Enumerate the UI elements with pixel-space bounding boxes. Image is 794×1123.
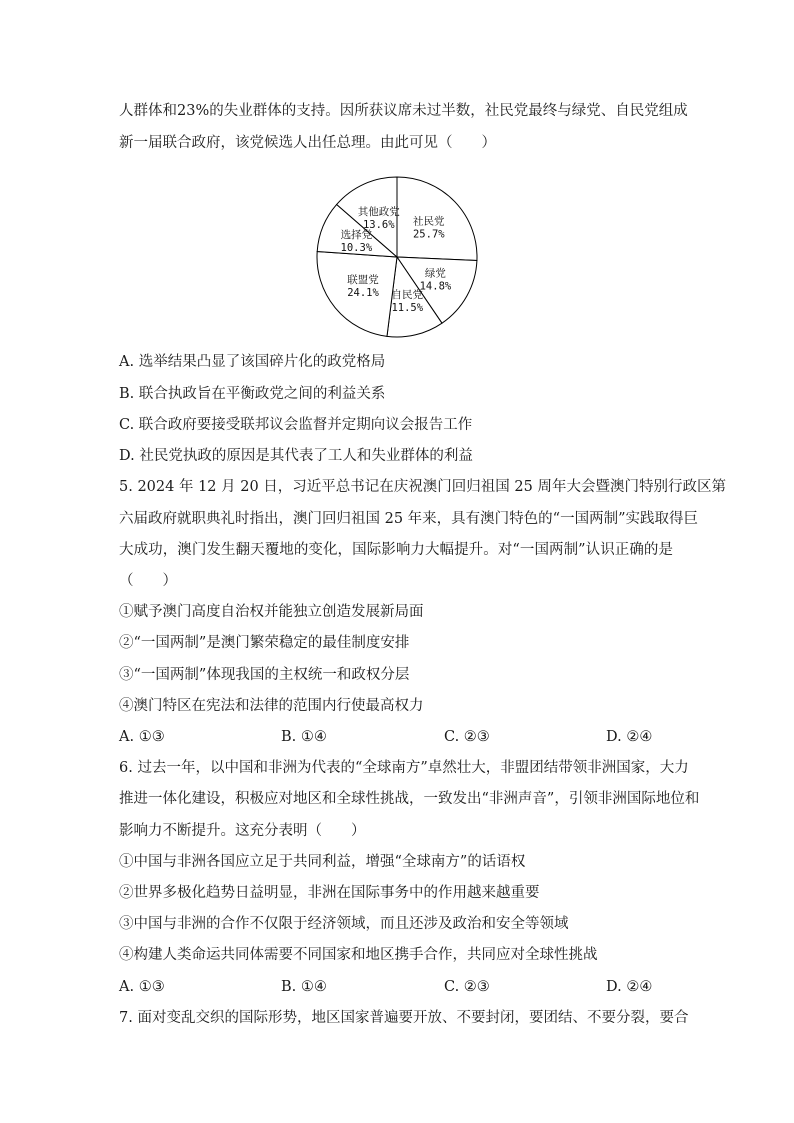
q4-option-b: B. 联合执政旨在平衡政党之间的利益关系 (119, 386, 386, 402)
q6-choice-b: B. ①④ (281, 979, 327, 995)
pie-label-name-1: 绿党 (424, 267, 446, 280)
q5-statement-4: ④澳门特区在宪法和法律的范围内行使最高权力 (119, 698, 424, 714)
pie-label-value-3: 24.1% (347, 286, 379, 299)
q5-stem-line-2: 六届政府就职典礼时指出，澳门回归祖国 25 年来，具有澳门特色的“一国两制”实践取得巨 (119, 511, 698, 527)
pie-label-value-1: 14.8% (419, 280, 452, 293)
q6-statement-2: ②世界多极化趋势日益明显，非洲在国际事务中的作用越来越重要 (119, 885, 540, 901)
q6-statement-1: ①中国与非洲各国应立足于共同利益，增强“全球南方”的话语权 (119, 854, 526, 870)
pie-label-value-2: 11.5% (391, 301, 424, 314)
pie-label-value-5: 13.6% (362, 218, 395, 231)
party-vote-pie-chart (300, 172, 500, 342)
q5-statement-1: ①赋予澳门高度自治权并能独立创造发展新局面 (119, 604, 424, 620)
q6-stem-line-1: 6. 过去一年，以中国和非洲为代表的“全球南方”卓然壮大，非盟团结带领非洲国家，大力 (119, 760, 689, 776)
pie-label-value-0: 25.7% (412, 228, 445, 241)
q6-choice-d: D. ②④ (606, 979, 653, 995)
pie-label-name-3: 联盟党 (347, 273, 379, 286)
q6-stem-line-3: 影响力不断提升。这充分表明（ ） (119, 823, 366, 839)
q6-choice-a: A. ①③ (119, 979, 165, 995)
q5-choice-a: A. ①③ (119, 729, 165, 745)
pie-label-value-4: 10.3% (340, 242, 373, 255)
q5-stem-line-4: （ ） (119, 573, 177, 589)
q4-stem-line-1: 人群体和23%的失业群体的支持。因所获议席未过半数，社民党最终与绿党、自民党组成 (119, 103, 688, 119)
q4-option-d: D. 社民党执政的原因是其代表了工人和失业群体的利益 (119, 448, 473, 464)
q4-stem-line-2: 新一届联合政府，该党候选人出任总理。由此可见（ ） (119, 135, 496, 151)
q6-statement-3: ③中国与非洲的合作不仅限于经济领域，而且还涉及政治和安全等领域 (119, 916, 569, 932)
pie-label-name-0: 社民党 (413, 215, 445, 228)
pie-label-name-4: 选择党 (340, 229, 373, 242)
q5-choice-d: D. ②④ (606, 729, 653, 745)
q5-choice-b: B. ①④ (281, 729, 327, 745)
q4-option-a: A. 选举结果凸显了该国碎片化的政党格局 (119, 354, 386, 370)
q5-stem-line-1: 5. 2024 年 12 月 20 日，习近平总书记在庆祝澳门回归祖国 25 周年大会暨澳门特别行政区第 (119, 479, 726, 495)
q5-choice-c: C. ②③ (444, 729, 490, 745)
q4-option-c: C. 联合政府要接受联邦议会监督并定期向议会报告工作 (119, 417, 473, 433)
q6-choice-c: C. ②③ (444, 979, 490, 995)
q7-stem-line-1: 7. 面对变乱交织的国际形势，地区国家普遍要开放、不要封闭，要团结、不要分裂，要合 (119, 1010, 689, 1026)
q6-stem-line-2: 推进一体化建设，积极应对地区和全球性挑战，一致发出“非洲声音”，引领非洲国际地位和 (119, 791, 700, 807)
q5-statement-3: ③“一国两制”体现我国的主权统一和政权分层 (119, 667, 410, 683)
q6-statement-4: ④构建人类命运共同体需要不同国家和地区携手合作，共同应对全球性挑战 (119, 947, 598, 963)
pie-label-name-2: 自民党 (391, 288, 424, 301)
q5-stem-line-3: 大成功，澳门发生翻天覆地的变化，国际影响力大幅提升。对“一国两制”认识正确的是 (119, 542, 673, 558)
pie-label-name-5: 其他政党 (357, 205, 400, 218)
q5-statement-2: ②“一国两制”是澳门繁荣稳定的最佳制度安排 (119, 635, 410, 651)
